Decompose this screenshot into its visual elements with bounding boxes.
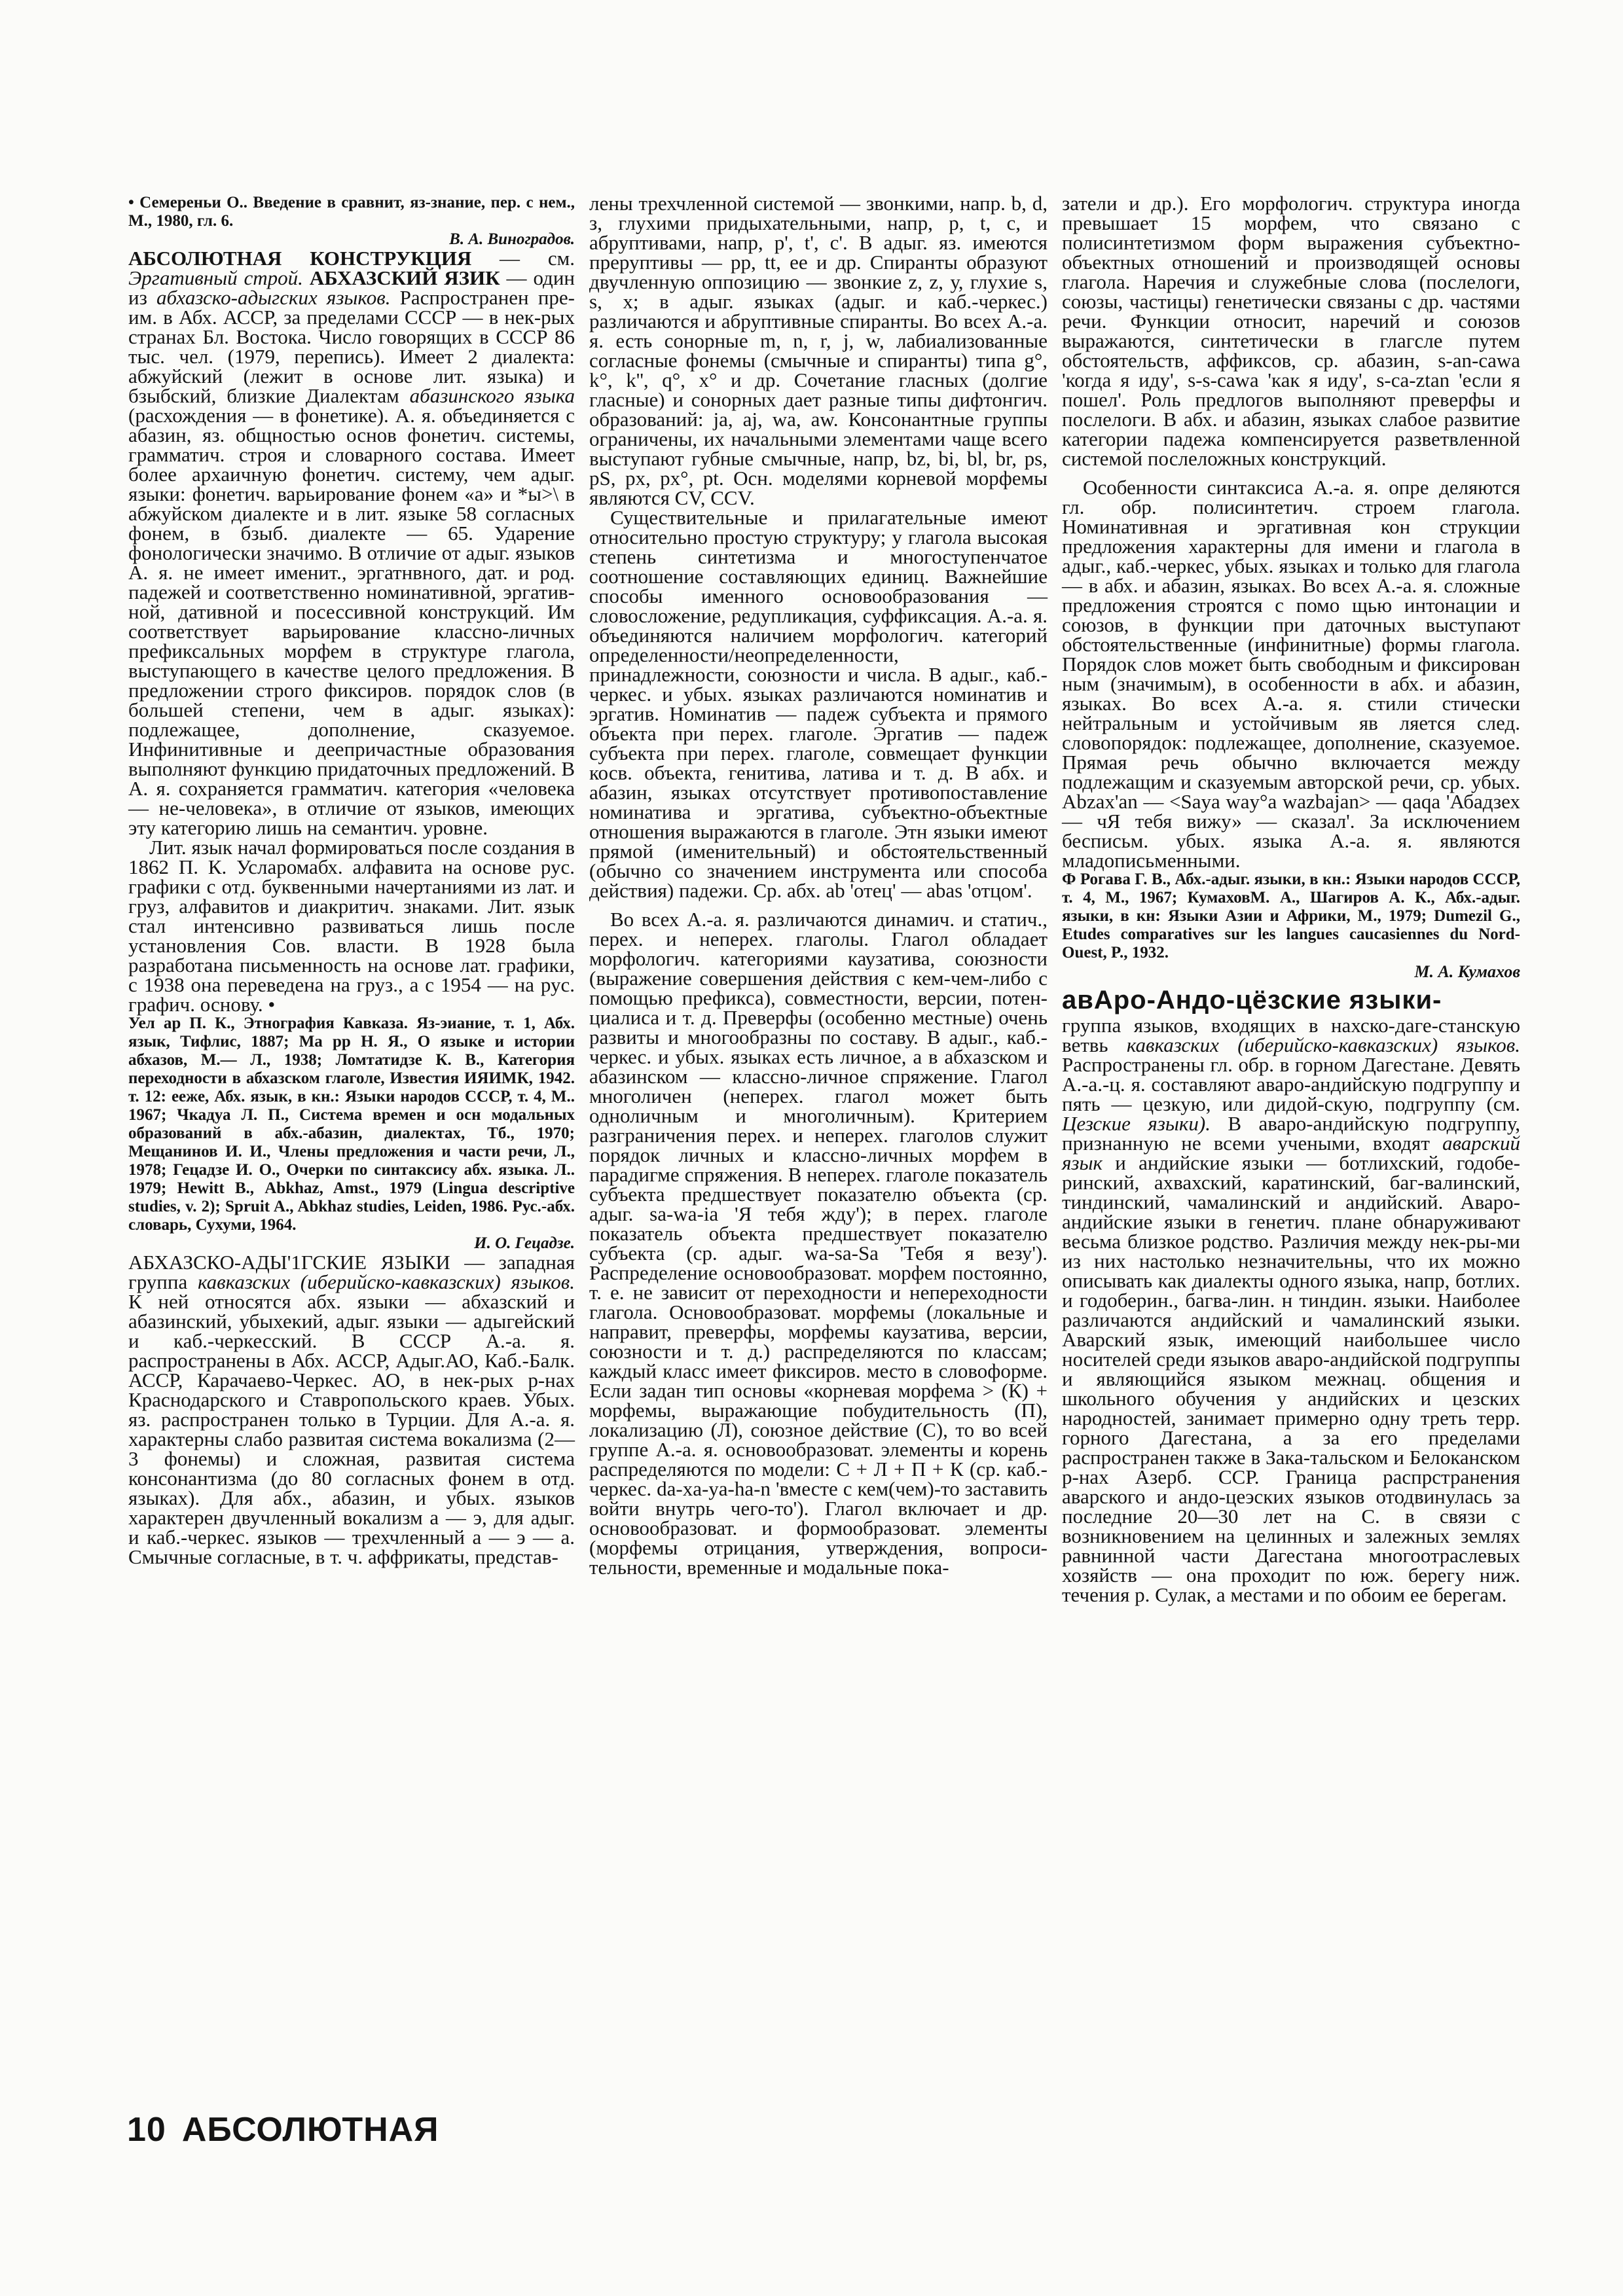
signature-getsadze: И. О. Гецадзе. [474,1234,575,1252]
aa-paragraph-verb: Во всех А.-а. я. различаются динамич. и статич., перех. и неперех. глаголы. Глагол обладает морфологич. категориями каузатива, союзности (выражение совершения действия с кем-чем-либо с помощью префикса), совместности, версии, потен-циалиса и т. д. Преверфы (особенно местные) очень развиты и многообразны по составу. В адыг., каб.-черкес. и убых. языках есть личное, а в абхазском и абазинском — классно-личное спряжение. Глагол многоличен (неперех. глагол может быть одноличным и многоличным). Критерием разграничения перех. и неперех. глаголов служит порядок личных и классно-личных морфем в парадигме спряжения. В неперех. глаголе показатель субъекта предшествует показателю объекта (ср. адыг. sa-wa-ia 'Я тебя жду'); в перех. глаголе показатель объекта предшествует показателю субъекта (ср. адыг. wa-sa-Sa 'Тебя я везу'). Распределение основообразоват. морфем постоянно, т. е. не зависит от переходности и непереходности глагола. Основообразоват. морфемы (локальные и направит, преверфы, морфемы каузатива, версии, союзности и т. д.) распределяются по классам; каждый класс имеет фиксиров. место в словоформе. Если задан тип основы «корневая морфема > (К) + морфемы, выражающие побудительность (П), локализацию (Л), союзное действие (С), то во всей группе А.-а. я. основообразоват. элементы и корень распределяются по модели: С + Л + П + К (ср. каб.-черкес. da-xa-ya-ha-n 'вместе с кем(чем)-то заставить войти внутрь чего-то'). Глагол включает и др. основообразоват. и формообразоват. элементы (морфемы отрицания, утверждения, вопроси-тельности, временные и модальные пока- [589,908,1048,1579]
column-3 [1062,194,1520,1605]
crossref-avar[interactable]: аварский язык [1062,1132,1520,1174]
crossref-abaza[interactable]: абазинского языка [409,384,575,407]
running-head [127,2110,439,2149]
entry-abkhaz-adyghe: АБХАЗСКО-АДЫ'1ГСКИЕ ЯЗЫКИ — западная группа кавказских (иберийско-кавказских) языков. К ней относятся абх. языки — абхазский и абазинский, убыхекий, адыг. языки — адыгейский и каб.-черкесский. В СССР А.-а. я. распространены в Абх. АССР, Адыг.АО, Каб.-Балк. АССР, Карачаево-Черкес. АО, в нек-рых р-нах Краснодарского и Ставропольского краев. Убых. яз. распространен только в Турции. Для А.-а. я. характерны слабо развитая система вокализма (2—3 фонемы) и сложная, развитая система консонантизма (до 80 согласных фонем в отд. языках). Для абх., абазин, и убых. языков характерен двучленный вокализм а — э, для адыг. и каб.-черкес. языков — трехчленный а — э — а. Смычные согласные, в т. ч. аффрикаты, представ- [128,1251,575,1568]
column-2 [589,194,1048,1577]
aa-paragraph-phonology: лены трехчленной системой — звонкими, напр. b, d, з, глухими придыхательными, напр, р, t, c, и абруптивами, напр, p', t', с'. В адыг. яз. имеются преруптивы — pp, tt, ее и др. Спиранты образуют двучленную оппозицию — звонкие z, z, у, глухие s, s, х; в адыг. языках (адыг. и каб.-черкес.) различаются и абруптивные спиранты. Во всех А.-а. я. есть сонорные m, n, r, j, w, лабиализованные согласные фонемы (смычные и спиранты) типа g°, k°, k'', q°, x° и др. Сочетание гласных (долгие гласные) и сонорных дает разные типы дифтонгич. образований: ja, aj, wa, aw. Консонантные группы ограничены, их начальными элементами чаще всего выступают губные смычные, напр, bz, bi, bl, br, ps, pS, px, px°, pt. Осн. моделями корневой морфемы являются CV, CCV. [589,192,1048,509]
headword-absolute-construction: АБСОЛЮТНАЯ КОНСТРУКЦИЯ [128,247,472,270]
page-number: 10 [127,2111,166,2149]
abkhaz-paragraph-2: Лит. язык начал формироваться после создания в 1862 П. К. Усларомабх. алфавита на основе рус. графики с отд. буквенными начертаниями из лат. и груз, алфавитов и диакритич. знаками. Лит. язык стал интенсивно развиваться лишь после установления Сов. власти. В 1928 была разработана письменность на основе лат. графики, с 1938 она переведена на груз., а с 1954 — на рус. графич. основу. • [128,836,575,1016]
crossref-tsez[interactable]: Цезские языки). [1062,1112,1211,1135]
entry-avar-ando-tsez: группа языков, входящих в нахско-даге-станскую ветвь кавказских (иберийско-кавказских) языков. Распространены гл. обр. в горном Дагестане. Девять А.-а.-ц. я. составляют аваро-андийскую подгруппу и пять — цезкую, или дидой-скую, подгруппу (см. Цезские языки). В аваро-андийскую подгруппу, признанную не всеми учеными, входят аварский язык и андийские языки — ботлихский, годобе-ринский, ахвахский, каратинский, баг-валинский, тиндинский, чамалинский и андийский. Аваро-андийские языки в генетич. плане обнаруживают весьма близкое родство. Различия между нек-ры-ми из них настолько незначительны, что их можно описывать как диалекты одного языка, напр, ботлих. и годоберин., багва-лин. н тиндин. языки. Наиболее различаются андийский и чамалинский языки. Аварский язык, имеющий наибольшее число носителей среди языков аваро-андийской подгруппы и являющийся языком межнац. общения и школьного обучения у андийских и цезских народностей, занимает примерно одну треть терр. горного Дагестана, а за его пределами распространен также в Зака-тальском и Белоканском р-нах Азерб. ССР. Граница распрстранения аварского и андо-цеэских языков отодвинулась за последние 20—30 лет на С. в связи с возникновением на целинных и залежных землях равнинной части Дагестана многоотраслевых хозяйств — она проходит по юж. берегу ниж. течения р. Сулак, а местами и по обоим ее берегам. [1062,1014,1520,1606]
crossref-abkhaz-adyghe[interactable]: абхазско-адыгских языков. [156,286,391,309]
crossref-caucasian[interactable]: кавказских (иберийско-кавказских) языков. [197,1270,575,1293]
headword-abkhaz-adyghe: АБХАЗСКО-АДЫ'1ГСКИЕ ЯЗЫКИ [128,1251,450,1274]
signature-vinogradov: В. А. Виноградов. [449,230,575,248]
literature-semereni: • Семереньи О.. Введение в сравнит, яз-знание, пер. с нем., М., 1980, гл. 6. [128,194,575,230]
column-1 [128,194,575,1567]
aa-paragraph-morphology: Существительные и прилагательные имеют относительно простую структуру; у глагола высокая степень синтетизма и многоступенчатое соотношение составляющих единиц. Важнейшие способы именного основообразования — словосложение, редупликация, суффиксация. А.-а. я. объединяются наличием морфологич. категорий определенности/неопределенности, принадлежности, союзности и числа. В адыг., каб.-черкес. и убых. языках различаются номинатив и эргатив. Номинатив — падеж субъекта и прямого объекта при перех. глаголе. Эргатив — падеж субъекта при перех. глаголе, совмещает функции косв. объекта, генитива, латива и т. д. В абх. и абазин, языках отсутствует противопоставление номинатива и эргатива, субъектно-объектные отношения выражаются в глаголе. Этн языки имеют прямой (именительный) и обстоятельственный (обычно со значением инструмента или способа действия) падежи. Ср. абх. ab 'отец' — abas 'отцом'. [589,506,1048,902]
crossref-caucasian-2[interactable]: кавказских (иберийско-кавказских) языков. [1126,1033,1520,1056]
aa-paragraph-continuation: затели и др.). Его морфологич. структура иногда превышает 15 морфем, что связано с полисинтетизмом форм выражения субъектно-объектных отношений и производящей основы глагола. Наречия и служебные слова (послелоги, союзы, частицы) генетически связаны с др. частями речи. Функции относит, наречий и союзов выражаются, синтетически в глагсле путем обстоятельств, аффиксов, ср. абазин, s-an-cawa 'когда я иду', s-s-cawa 'как я иду', s-ca-ztan 'если я пошел'. Роль предлогов выполняют преверфы и послелоги. В абх. и абазин, языках слабое развитие категории падежа компенсируется разветвленной системой послеложных конструкций. [1062,192,1520,470]
running-head-word: АБСОЛЮТНАЯ [181,2111,439,2149]
literature-abkhaz: Уел ар П. К., Этнография Кавказа. Яз-эиание, т. 1, Абх. язык, Тифлис, 1887; Ма рр Н. Я., О языке и истории абхазов, М.— Л., 1938; Ломтатидзе К. В., Категория переходности в абхазском глаголе, Известия ИЯИМК, 1942. т. 12: ееже, Абх. язык, в кн.: Языки народов СССР, т. 4, М.. 1967; Чкадуа Л. П., Система времен и осн модальных образований в абх.-абазин, диалектах, Тб., 1970; Мещанинов И. И., Члены предложения и части речи, Л., 1978; Гецадзе И. О., Очерки по синтаксису абх. языка. Л.. 1979; Hewitt В., Abkhaz, Amst., 1979 (Lingua descriptive studies, v. 2); Spruit A., Abkhaz studies, Leiden, 1986. Рус.-абх. словарь, Сухуми, 1964. [128,1014,575,1234]
entry-absolute-construction: АБСОЛЮТНАЯ КОНСТРУКЦИЯ — см. Эргативный строй. АБХАЗСКИЙ ЯЗИК — один из абхазско-адыгских языков. Распространен пре-им. в Абх. АССР, за пределами СССР — в нек-рых странах Бл. Востока. Число говорящих в СССР 86 тыс. чел. (1979, перепись). Имеет 2 диалекта: абжуйский (лежит в основе лит. языка) и бзыбский, близкие Диалектам абазинского языка (расхождения — в фонетике). А. я. объединяется с абазин, яз. общностью основ фонетич. системы, грамматич. строя и словарного состава. Имеет более архаичную фонетич. систему, чем адыг. языки: фонетич. варьирование фонем «а» и *ы>\ в абжуйском диалекте и в лит. языке 58 согласных фонем, в бзыб. диалекте — 65. Ударение фонологически значимо. В отличие от адыг. языков А. я. не имеет именит., эргатнвного, дат. и род. падежей и соответственно номинативной, эргатив-ной, дативной и посессивной конструкций. Им соответствует варьирование классно-личных префиксальных морфем в структуре глагола, выступающего в качестве целого предложения. В предложении строго фиксиров. порядок слов (в большей степени, чем в адыг. языках): подлежащее, дополнение, сказуемое. Инфинитивные и деепричастные образования выполняют функцию придаточных предложений. В А. я. сохраняется грамматич. категория «человека — не-человека», в отличие от языков, имеющих эту категорию лишь на семантич. уровне. [128,247,575,839]
aa-paragraph-syntax: Особенности синтаксиса А.-а. я. опре деляются гл. обр. полисинтетич. строем глагола. Номинативная и эргативная кон струкции предложения характерны для имени и глагола в адыг., каб.-черкес, убых. языках и только для глагола — в абх. и абазин, языках. Во всех А.-а. я. сложные предложения строятся с помо щью интонации и союзов, в функции при даточных выступают обстоятельственные (инфинитные) формы глагола. Порядок слов может быть свободным и фиксирован ным (значимым), в особенности в абх. и абазин, языках. Во всех А.-а. я. стили стически нейтральным и устойчивым яв ляется след. словопорядок: подлежащее, дополнение, сказуемое. Прямая речь обычно включается между подлежащим и сказуемым авторской речи, ср. убых. Abzax'an — <Saya way°a wazbajan> — qaqa 'Абадзех — чЯ тебя вижу» — сказал'. За исключением бесписьм. убых. языка А.-а. я. являются младописьменными. [1062,476,1520,872]
crossref-ergative[interactable]: Эргативный строй. [128,266,303,289]
signature-kumakhov: М. А. Кумахов [1414,962,1520,981]
headword-abkhaz-language: АБХАЗСКИЙ ЯЗИК [302,266,500,289]
literature-aa: Ф Рогава Г. В., Абх.-адыг. языки, в кн.: Языки народов СССР, т. 4, М., 1967; КумаховМ. А., Шагиров А. К., Абх.-адыг. языки, в кн: Языки Азии и Африки, М., 1979; Dumezil G., Etudes comparatives sur les langues caucasiennes du Nord-Ouest, P., 1932. [1062,870,1520,961]
headword-avar-ando-tsez: авАро-Андо-цёзские языки- [1062,986,1442,1014]
